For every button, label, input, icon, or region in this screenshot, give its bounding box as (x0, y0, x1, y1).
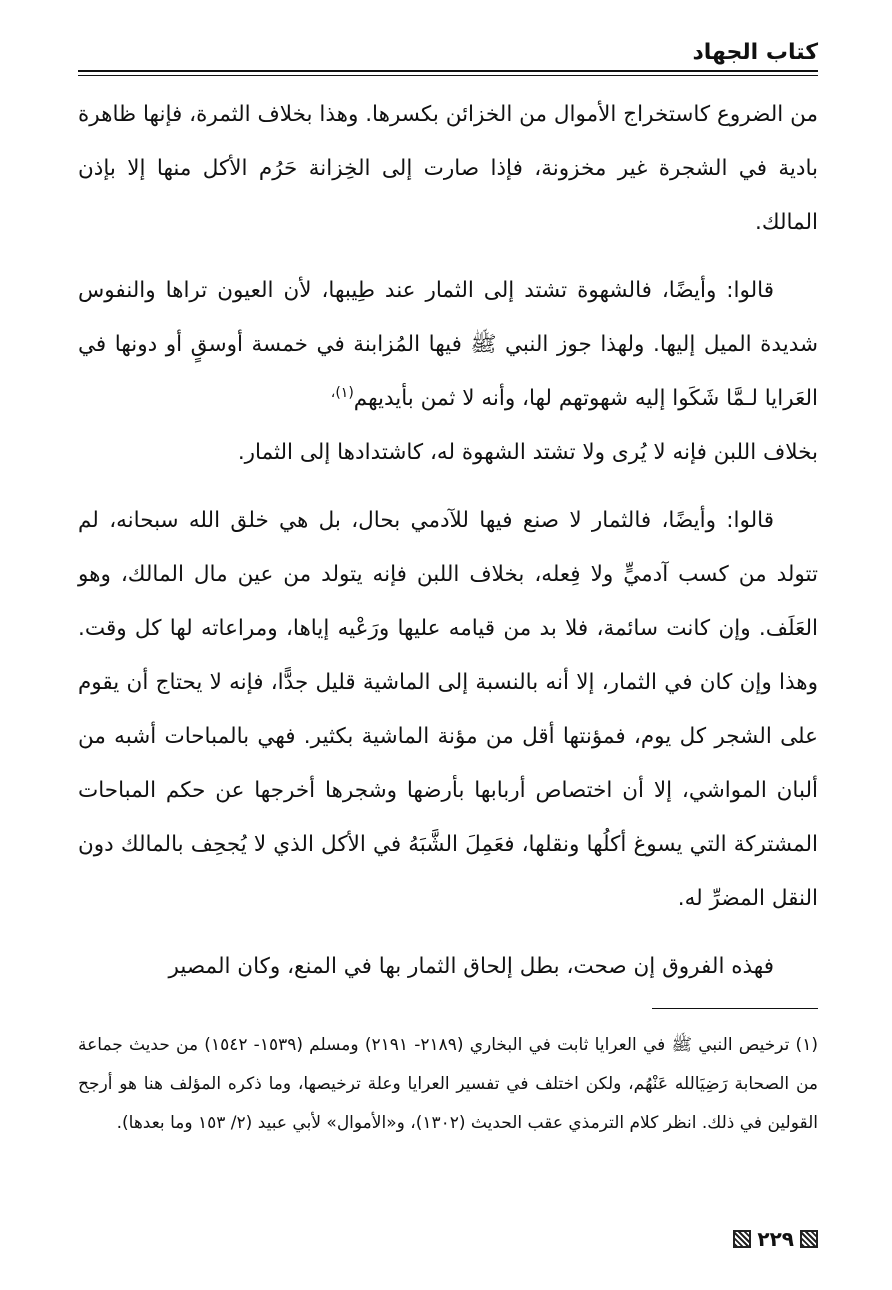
ornament-icon (733, 1230, 751, 1248)
book-page (78, 38, 818, 1258)
paragraph-2 (78, 264, 818, 426)
running-title: كتاب الجهاد (692, 40, 818, 65)
main-text (78, 88, 818, 994)
paragraph-3: قالوا: وأيضًا، فالثمار لا صنع فيها للآدمي بحال، بل هي خلق الله سبحانه، لم تتولد من كسب آدميٍّ ولا فِعله، بخلاف اللبن فإنه يتولد من عين مال المالك، وهو العَلَف. وإن كانت سائمة، فلا بد من قيامه عليها ورَعْيه إياها، ومراعاته لها كل وقت. وهذا وإن كان في الثمار، إلا أنه بالنسبة إلى الماشية قليل جدًّا، فإنه لا يحتاج أن يقوم على الشجر كل يوم، فمؤنتها أقل من مؤنة الماشية بكثير. فهي بالمباحات أشبه من ألبان المواشي، إلا أن اختصاص أربابها بأرضها وشجرها أخرجها عن حكم المباحات المشتركة التي يسوغ أكلُها ونقلها، فعَمِلَ الشَّبَهُ في الأكل الذي لا يُجحِف بالمالك دون النقل المضرِّ له. (78, 508, 818, 911)
paragraph-1: من الضروع كاستخراج الأموال من الخزائن بكسرها. وهذا بخلاف الثمرة، فإنها ظاهرة بادية في الشجرة غير مخزونة، فإذا صارت إلى الخِزانة حَرُم الأكل منها إلا بإذن المالك. (78, 102, 818, 235)
footnote-reference[interactable]: (١)، (330, 384, 354, 401)
ornament-icon (800, 1230, 818, 1248)
footnote-1: (١) ترخيص النبي ﷺ في العرايا ثابت في البخاري (٢١٨٩- ٢١٩١) ومسلم (١٥٣٩- ١٥٤٢) من حديث جماعة من الصحابة رَضِيَالله عَنْهُم، ولكن اختلف في تفسير العرايا وعلة ترخيصها، وما ذكره المؤلف هنا هو أرجح القولين في ذلك. انظر كلام الترمذي عقب الحديث (١٣٠٢)، و«الأموال» لأبي عبيد (٢/ ١٥٣ وما بعدها). (78, 1035, 818, 1133)
paragraph-2-text: قالوا: وأيضًا، فالشهوة تشتد إلى الثمار عند طِيبها، لأن العيون تراها والنفوس شديدة الميل إليها. ولهذا جوز النبي ﷺ فيها المُزابنة في خمسة أوسقٍ أو دونها في العَرايا لـمَّا شَكَوا إليه شهوتهم لها، وأنه لا ثمن بأيديهم (78, 278, 818, 411)
header-rule (78, 70, 818, 76)
page-number: ٢٢٩ (757, 1227, 794, 1251)
page-folio (733, 1224, 818, 1254)
footnotes (78, 1026, 818, 1143)
paragraph-4: فهذه الفروق إن صحت، بطل إلحاق الثمار بها في المنع، وكان المصير (168, 954, 774, 979)
paragraph-2-continued: بخلاف اللبن فإنه لا يُرى ولا تشتد الشهوة له، كاشتدادها إلى الثمار. (237, 440, 818, 465)
footnote-separator (652, 1008, 818, 1009)
